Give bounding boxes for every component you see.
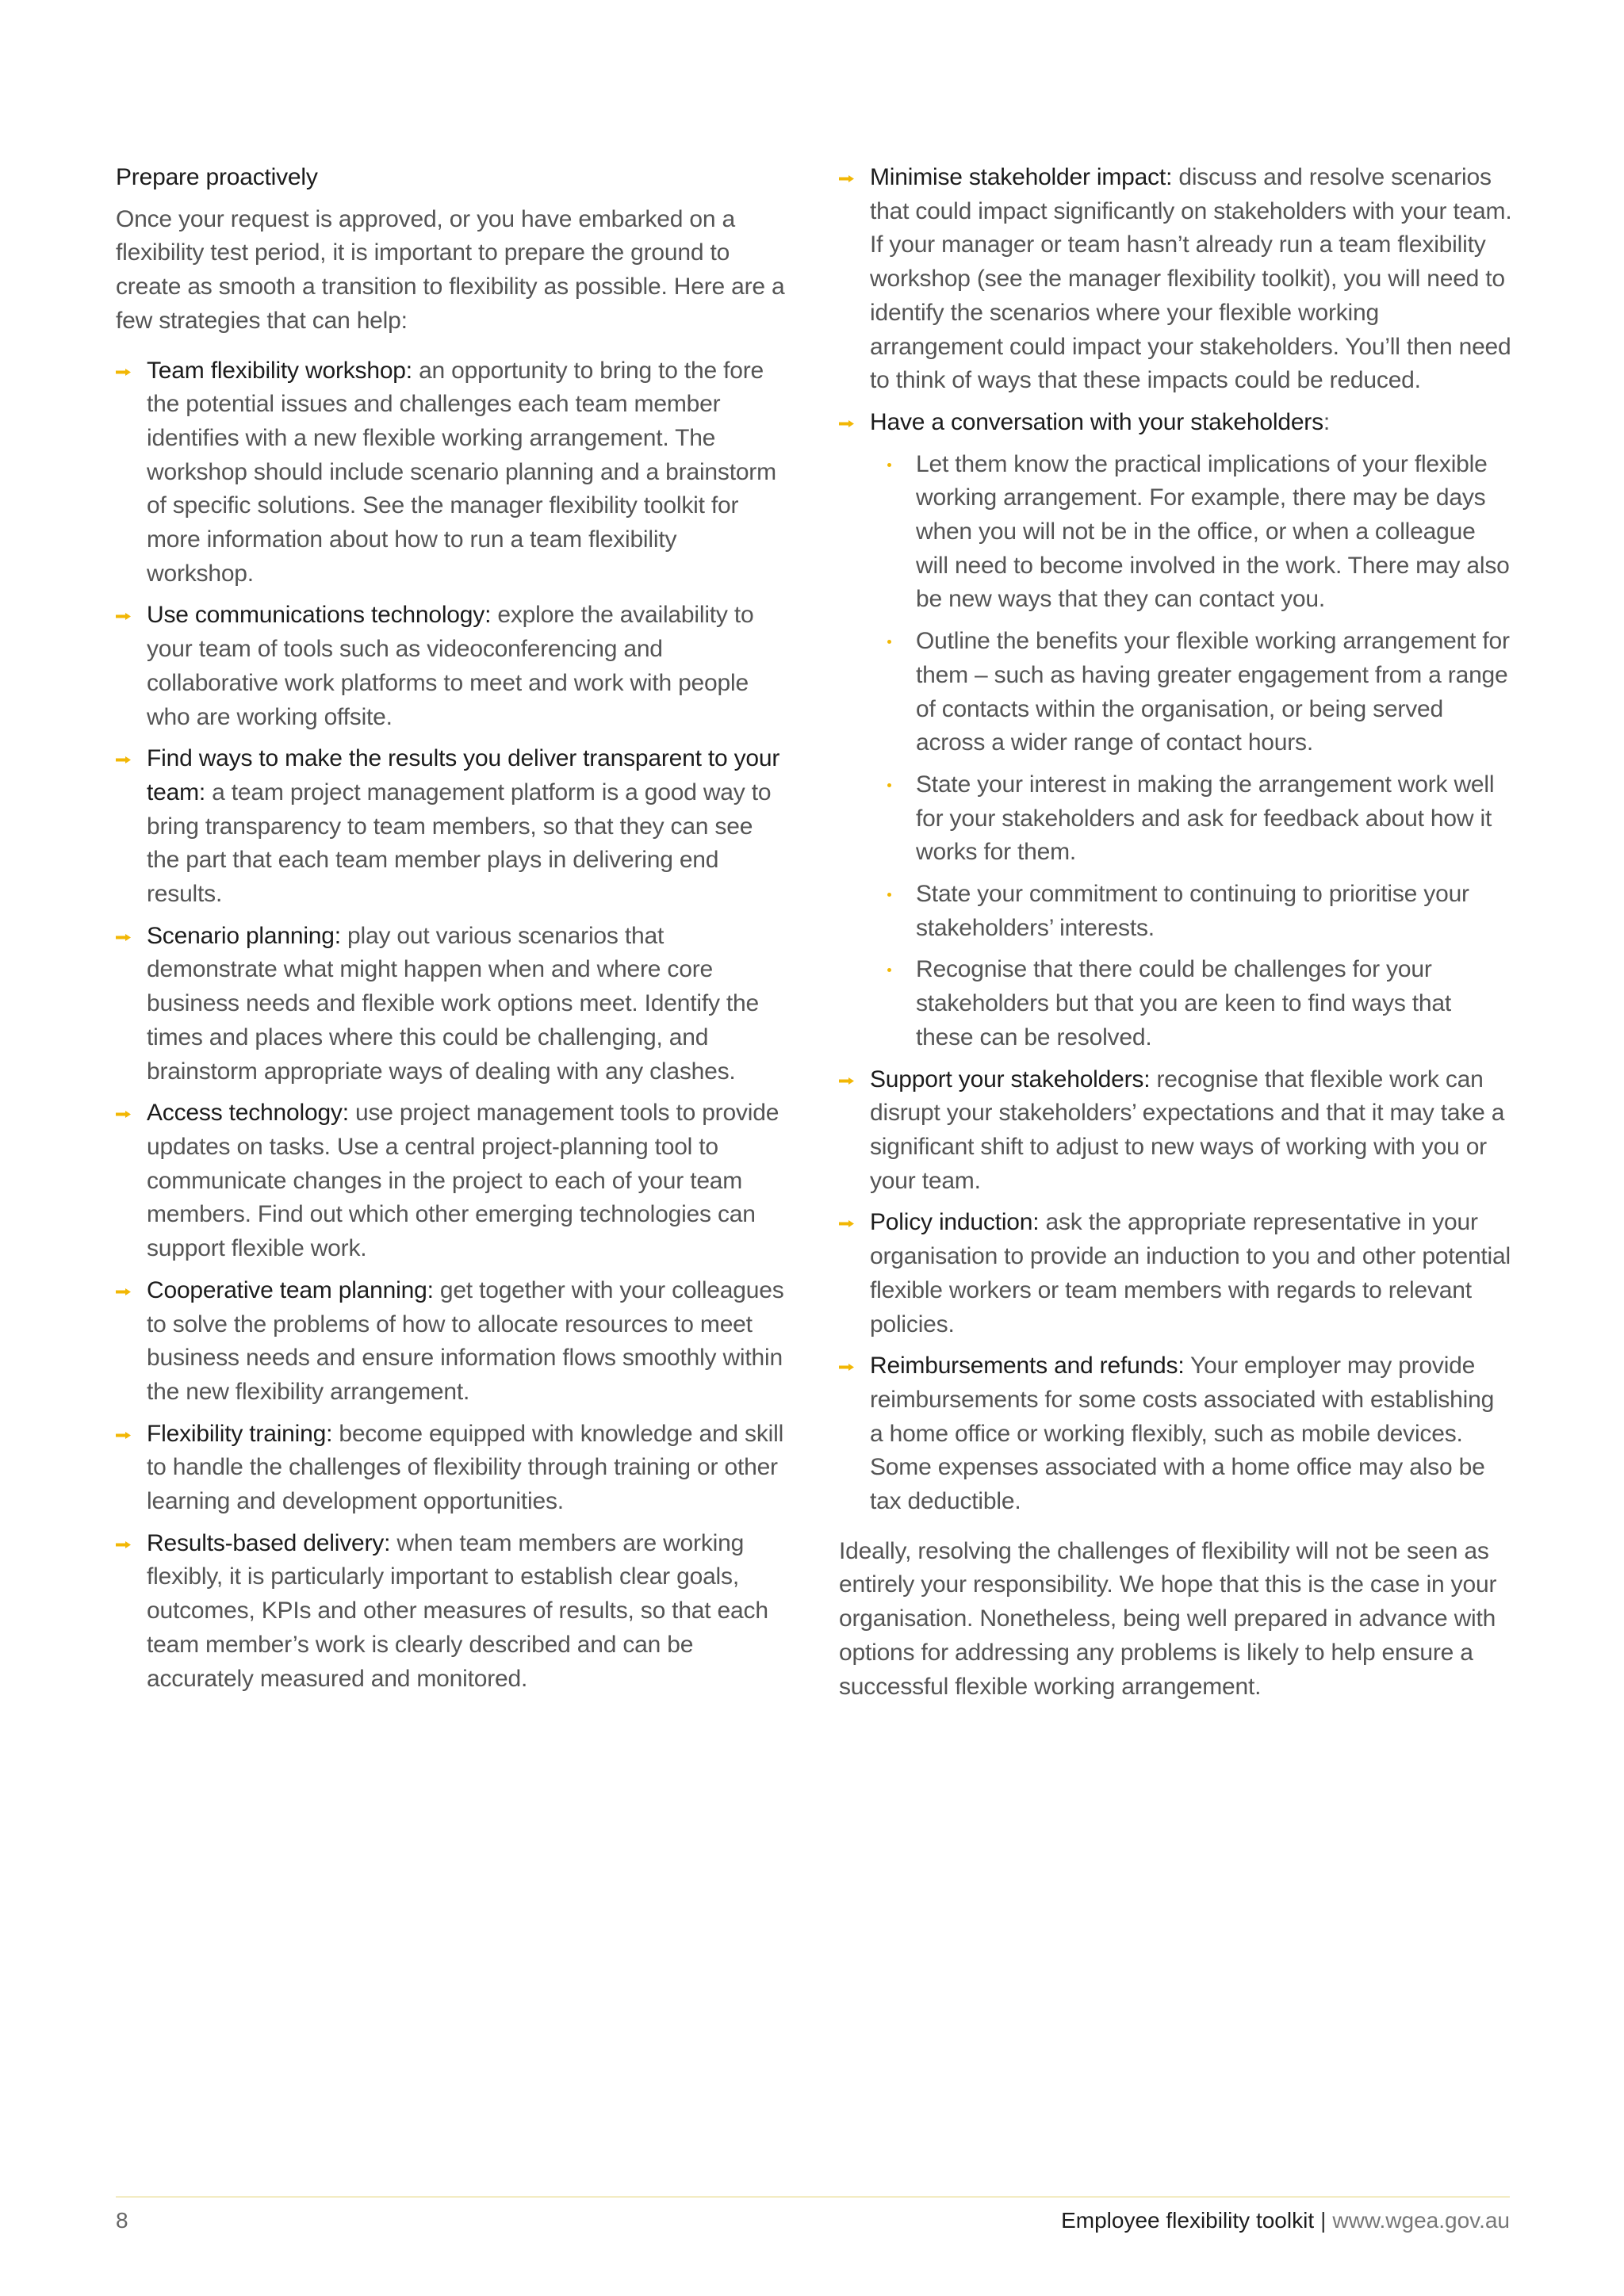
list-item (116, 742, 790, 912)
arrow-bullet-icon (839, 1364, 854, 1371)
sub-item-text: Outline the benefits your flexible working arrangement for them – such as having greater engagement from a range of contacts within the organisation, or being served across a wider range of contact hours. (916, 628, 1510, 756)
sub-item-text: State your commitment to continuing to prioritise your stakeholders’ interests. (916, 881, 1469, 941)
list-item (839, 406, 1513, 1055)
right-column (839, 161, 1513, 1704)
footer-publication (1061, 2208, 1510, 2233)
item-text: a team project management platform is a good way to bring transparency to team members, so that they can see the part that each team member plays in delivering end results. (147, 779, 772, 908)
list-item (839, 1063, 1513, 1199)
item-text: ask the appropriate representative in your organisation to provide an induction to you and other potential flexible workers or team members with regards to relevant policies. (870, 1209, 1511, 1337)
list-item (839, 1349, 1513, 1519)
item-lead: Access technology: (147, 1100, 349, 1127)
sub-list-item (870, 448, 1513, 618)
list-item (116, 599, 790, 734)
list-item (116, 1274, 790, 1410)
item-text: get together with your colleagues to solve the problems of how to allocate resources to meet business needs and ensure information flows smoothly within the new flexibility arrangement. (147, 1276, 784, 1405)
item-lead: Results-based delivery: (147, 1529, 391, 1556)
item-text: play out various scenarios that demonstrate what might happen when and where core business needs and flexible work options meet. Identify the times and places where this could be challenging, and brainstorm appropriate ways of dealing with any clashes. (147, 922, 759, 1085)
arrow-bullet-icon (116, 1432, 131, 1439)
item-text: discuss and resolve scenarios that could impact significantly on stakeholders with your team. If your manager or team hasn’t already run a team flexibility workshop (see the manager flexibility toolkit), you will need to identify the scenarios where your flexible working arrangement could impact your stakeholders. You’ll then need to think of ways that these impacts could be reduced. (870, 164, 1512, 394)
arrow-bullet-icon (116, 1288, 131, 1295)
page-number: 8 (116, 2208, 128, 2233)
item-text: become equipped with knowledge and skill to handle the challenges of flexibility through training or other learning and development opportunities. (147, 1420, 784, 1515)
footer-separator: | (1320, 2208, 1327, 2233)
arrow-bullet-icon (116, 1111, 131, 1118)
sub-item-text: State your interest in making the arrangement work well for your stakeholders and ask for feedback about how it works for them. (916, 771, 1495, 866)
item-text: an opportunity to bring to the fore the potential issues and challenges each team member identifies with a new flexible working arrangement. The workshop should include scenario planning and a brainstorm of specific solutions. See the manager flexibility toolkit for more information about how to run a team flexibility workshop. (147, 357, 776, 587)
item-text: : (1323, 408, 1331, 435)
list-item (839, 161, 1513, 398)
footer-doc-title: Employee flexibility toolkit (1061, 2208, 1315, 2233)
item-lead: Team flexibility workshop: (147, 357, 412, 384)
dot-bullet-icon (887, 968, 891, 972)
item-text: recognise that flexible work can disrupt your stakeholders’ expectations and that it may take a significant shift to adjust to new ways of working with you or your team. (870, 1066, 1505, 1194)
item-lead: Find ways to make the results you deliver transparent to your team: (147, 745, 780, 806)
item-text: Your employer may provide reimbursements for some costs associated with establishing a home office or working flexibly, such as mobile devices. Some expenses associated with a home office may also be tax deductible. (870, 1353, 1495, 1515)
closing-paragraph: Ideally, resolving the challenges of flexibility will not be seen as entirely your responsibility. We hope that this is the case in your organisation. Nonetheless, being well prepared in advance with options for addressing any problems is likely to help ensure a successful flexible working arrangement. (839, 1537, 1497, 1700)
arrow-bullet-icon (116, 934, 131, 941)
list-item (839, 1206, 1513, 1341)
footer-url[interactable]: www.wgea.gov.au (1332, 2208, 1510, 2233)
item-lead: Support your stakeholders: (870, 1066, 1151, 1093)
sub-item-text: Recognise that there could be challenges for your stakeholders but that you are keen to find ways that these can be resolved. (916, 956, 1452, 1050)
strategy-list (116, 354, 790, 1697)
item-lead: Have a conversation with your stakeholders (870, 408, 1323, 435)
sub-list-item (870, 878, 1513, 945)
list-item (116, 920, 790, 1089)
dot-bullet-icon (887, 640, 891, 644)
item-lead: Reimbursements and refunds: (870, 1353, 1185, 1380)
item-lead: Scenario planning: (147, 922, 341, 949)
list-item (116, 354, 790, 591)
dot-bullet-icon (887, 893, 891, 897)
item-lead: Policy induction: (870, 1209, 1040, 1236)
dot-bullet-icon (887, 463, 891, 467)
arrow-bullet-icon (116, 756, 131, 763)
sub-list-item (870, 953, 1513, 1054)
sub-item-text: Let them know the practical implications of your flexible working arrangement. For example, there may be days when you will not be in the office, or when a colleague will need to become involved in the work. There may also be new ways that they can contact you. (916, 450, 1510, 613)
arrow-bullet-icon (116, 369, 131, 376)
left-column (116, 161, 790, 1704)
item-text: when team members are working flexibly, it is particularly important to establish clear goals, outcomes, KPIs and other measures of results, so that each team member’s work is clearly described and can be accurately measured and monitored. (147, 1529, 768, 1692)
item-lead: Minimise stakeholder impact: (870, 164, 1173, 190)
list-item (116, 1096, 790, 1266)
section-heading: Prepare proactively (116, 164, 318, 190)
item-text: explore the availability to your team of tools such as videoconferencing and collaborative work platforms to meet and work with people who are working offsite. (147, 602, 754, 730)
arrow-bullet-icon (116, 613, 131, 620)
intro-paragraph: Once your request is approved, or you have embarked on a flexibility test period, it is important to prepare the ground to create as smooth a transition to flexibility as possible. Here are a few strategies that can help: (116, 205, 785, 334)
sub-list-item (870, 768, 1513, 870)
item-lead: Use communications technology: (147, 602, 492, 629)
dot-bullet-icon (887, 783, 891, 787)
sub-list-item (870, 625, 1513, 760)
item-text: use project management tools to provide updates on tasks. Use a central project-planning tool to communicate changes in the project to each of your team members. Find out which other emerging technologies can support flexible work. (147, 1100, 779, 1262)
list-item (116, 1418, 790, 1519)
arrow-bullet-icon (839, 1077, 854, 1085)
item-lead: Flexibility training: (147, 1420, 333, 1447)
conversation-sublist (870, 448, 1513, 1055)
arrow-bullet-icon (839, 420, 854, 427)
arrow-bullet-icon (839, 175, 854, 182)
arrow-bullet-icon (116, 1541, 131, 1548)
list-item (116, 1527, 790, 1697)
item-lead: Cooperative team planning: (147, 1276, 434, 1303)
stakeholder-list (839, 161, 1513, 1519)
arrow-bullet-icon (839, 1220, 854, 1227)
footer-divider (116, 2196, 1510, 2198)
